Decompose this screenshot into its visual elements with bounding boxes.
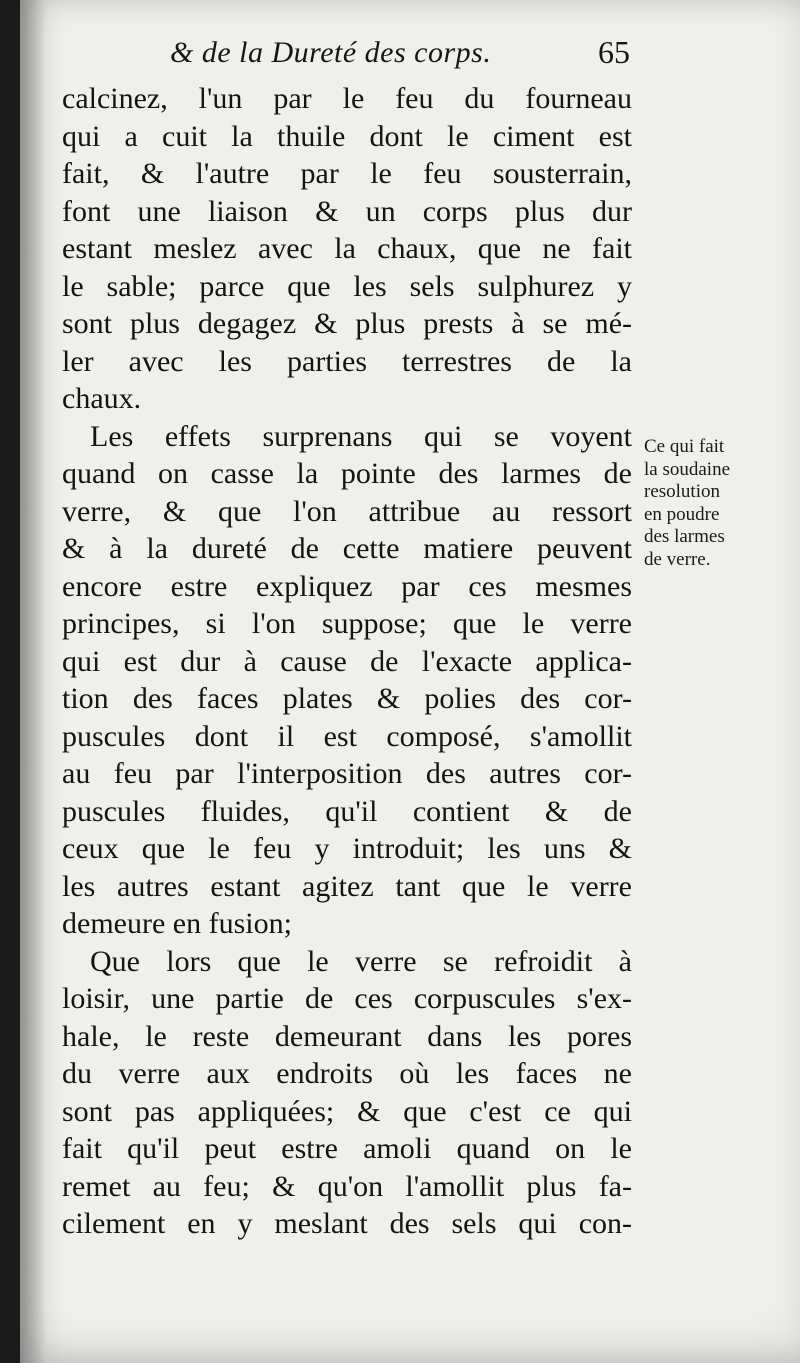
text-line: Les effets surprenans qui se voyent bbox=[90, 419, 632, 453]
text-line: demeure en fusion; bbox=[62, 907, 292, 940]
text-line: loisir, une partie de ces corpuscules s'ex- bbox=[62, 982, 632, 1015]
text-line: estant meslez avec la chaux, que ne fait bbox=[62, 232, 632, 265]
text-line: & à la dureté de cette matiere peuvent bbox=[62, 532, 632, 565]
text-line: puscules fluides, qu'il contient & de bbox=[62, 794, 632, 828]
text-line: fait, & l'autre par le feu sousterrain, bbox=[62, 157, 632, 190]
text-line: ler avec les parties terrestres de la bbox=[62, 344, 632, 378]
text-line: fait qu'il peut estre amoli quand on le bbox=[62, 1132, 632, 1165]
text-line: sont plus degagez & plus prests à se mé- bbox=[62, 307, 632, 340]
text-line: Que lors que le verre se refroidit à bbox=[90, 944, 632, 978]
text-line: encore estre expliquez par ces mesmes bbox=[62, 569, 632, 603]
text-line: calcinez, l'un par le feu du fourneau bbox=[62, 82, 632, 115]
text-line: les autres estant agitez tant que le verre bbox=[62, 869, 632, 903]
text-line: qui a cuit la thuile dont le ciment est bbox=[62, 119, 632, 153]
text-line: remet au feu; & qu'on l'amollit plus fa- bbox=[62, 1169, 632, 1203]
text-line: sont pas appliquées; & que c'est ce qui bbox=[62, 1094, 632, 1128]
text-line: hale, le reste demeurant dans les pores bbox=[62, 1019, 632, 1053]
text-line: au feu par l'interposition des autres cor- bbox=[62, 757, 632, 790]
text-line: verre, & que l'on attribue au ressort bbox=[62, 494, 632, 528]
text-line: font une liaison & un corps plus dur bbox=[62, 194, 632, 228]
marginal-note-line: de verre. bbox=[644, 548, 711, 570]
page-number: 65 bbox=[598, 34, 630, 70]
text-line: principes, si l'on suppose; que le verre bbox=[62, 607, 632, 640]
text-line: qui est dur à cause de l'exacte applica- bbox=[62, 644, 632, 678]
text-line: puscules dont il est composé, s'amollit bbox=[62, 719, 632, 753]
text-line: tion des faces plates & polies des cor- bbox=[62, 682, 632, 715]
text-line: le sable; parce que les sels sulphurez y bbox=[62, 269, 632, 303]
marginal-note bbox=[644, 436, 774, 571]
marginal-note-line: la soudaine bbox=[644, 458, 731, 480]
book-page bbox=[20, 0, 800, 1363]
marginal-note-line: des larmes bbox=[644, 526, 725, 547]
body-text bbox=[62, 80, 632, 1243]
running-head: & de la Dureté des corps. bbox=[170, 36, 492, 69]
text-line: quand on casse la pointe des larmes de bbox=[62, 457, 632, 490]
text-line: cilement en y meslant des sels qui con- bbox=[62, 1207, 632, 1240]
text-line: ceux que le feu y introduit; les uns & bbox=[62, 832, 632, 865]
marginal-note-line: en poudre bbox=[644, 503, 720, 525]
marginal-note-line: resolution bbox=[644, 481, 720, 502]
marginal-note-line: Ce qui fait bbox=[644, 436, 725, 457]
text-line: chaux. bbox=[62, 382, 142, 415]
text-line: du verre aux endroits où les faces ne bbox=[62, 1057, 632, 1090]
